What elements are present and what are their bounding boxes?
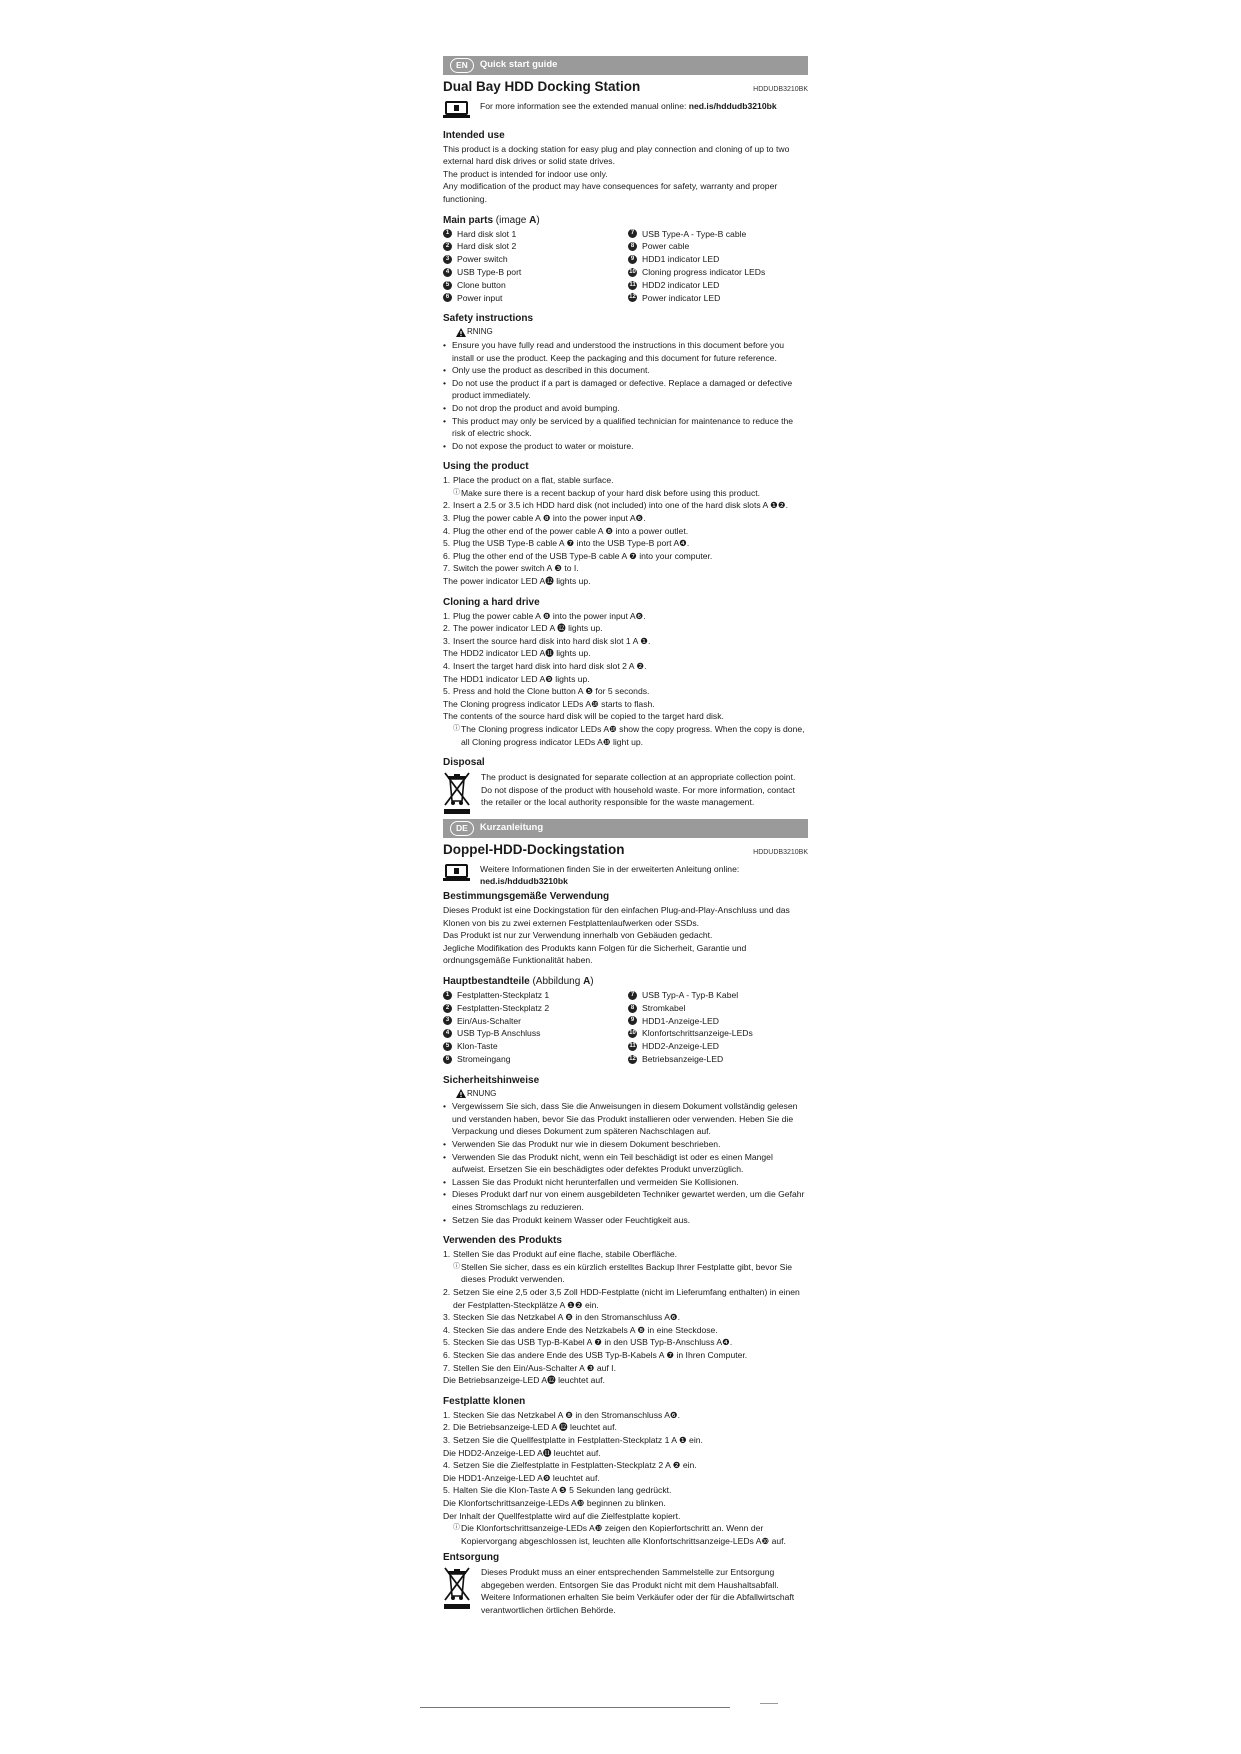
part-number-icon: 12 <box>629 1055 636 1062</box>
manual-info-text: Weitere Informationen finden Sie in der erweiterten Anleitung online: <box>480 863 740 874</box>
lang-title: Kurzanleitung <box>479 822 544 834</box>
lang-bar-en <box>443 56 808 75</box>
info-icon: ⓘ <box>453 1524 460 1532</box>
step-result: The HDD2 indicator LED A⓫ lights up. <box>443 648 591 659</box>
intended-use-text: Any modification of the product may have consequences for safety, warranty and proper functioning. <box>443 181 778 204</box>
part-number-icon: 1 <box>443 991 452 1000</box>
list-item: • Ensure you have fully read and understood the instructions in this document before you install or use the product. Keep the packaging and this document for future reference. <box>443 339 808 364</box>
list-item: • Only use the product as described in this document. <box>443 364 808 377</box>
part-item: 2 Festplatten-Steckplatz 2 <box>443 1002 628 1015</box>
disposal-heading: Entsorgung <box>443 1552 500 1564</box>
step-item: 1. Stecken Sie das Netzkabel A ❽ in den Stromanschluss A❻. <box>443 1409 681 1420</box>
manual-link[interactable]: ned.is/hddudb3210bk <box>688 100 777 111</box>
main-parts-list <box>443 228 808 305</box>
list-item: • Lassen Sie das Produkt nicht herunterfallen und vermeiden Sie Kollisionen. <box>443 1176 808 1189</box>
step-item: 3. Insert the source hard disk into hard disk slot 1 A ❶. <box>443 635 651 646</box>
weee-bin-icon <box>443 771 471 815</box>
main-parts-heading: Main parts <box>443 214 494 226</box>
part-item: 5 Klon-Taste <box>443 1040 628 1053</box>
note-item: ⓘ Die Klonfortschrittsanzeige-LEDs A❿ zeigen den Kopierfortschritt an. Wenn der Kopiervorgang abgeschlossen ist, leuchten alle Klonfortschrittsanzeige-LEDs A❿ auf. <box>453 1523 786 1546</box>
part-item: 12 Power indicator LED <box>629 292 721 303</box>
step-item: 2. The power indicator LED A ⓬ lights up. <box>443 623 603 634</box>
warning-label: RNING <box>443 326 808 339</box>
using-steps <box>443 474 808 587</box>
step-item: 4. Plug the other end of the power cable A ❽ into a power outlet. <box>443 525 689 536</box>
step-result: The Cloning progress indicator LEDs A❿ starts to flash. <box>443 698 655 709</box>
using-heading: Verwenden des Produkts <box>443 1235 562 1247</box>
part-number-icon: 2 <box>443 242 452 251</box>
intended-use-heading: Bestimmungsgemäße Verwendung <box>443 890 610 902</box>
part-item: 6 Power input <box>443 292 628 305</box>
part-item: 7 USB Typ-A - Typ-B Kabel <box>628 989 808 1002</box>
cloning-heading: Festplatte klonen <box>443 1395 526 1407</box>
part-item: 6 Stromeingang <box>443 1053 628 1066</box>
manual-info-text: For more information see the extended manual online: <box>480 100 689 111</box>
part-number-icon: 3 <box>443 255 452 264</box>
part-number-icon: 8 <box>628 1004 637 1013</box>
step-result: Die Klonfortschrittsanzeige-LEDs A❿ beginnen zu blinken. <box>443 1497 666 1508</box>
part-number-icon: 12 <box>629 294 636 301</box>
step-item: 2. Insert a 2.5 or 3.5 ich HDD hard disk (not included) into one of the hard disk slots A ❶❷. <box>443 500 788 511</box>
part-item: 4 USB Typ-B Anschluss <box>443 1027 628 1040</box>
intended-use-text: Dieses Produkt ist eine Dockingstation für den einfachen Plug-and-Play-Anschluss und das Klonen von bis zu zwei externen Festplattenlaufwerken oder SSDs. <box>443 904 790 928</box>
part-item: 11 HDD2 indicator LED <box>629 279 720 290</box>
part-item: 8 Power cable <box>628 240 808 253</box>
part-number-icon: 10 <box>629 268 636 275</box>
list-item: • Setzen Sie das Produkt keinem Wasser oder Feuchtigkeit aus. <box>443 1214 808 1227</box>
step-item: 4. Stecken Sie das andere Ende des Netzkabels A ❽ in eine Steckdose. <box>443 1324 718 1335</box>
part-number-icon: 4 <box>443 1029 452 1038</box>
main-parts-heading: Hauptbestandteile <box>443 975 530 987</box>
part-number-icon: 7 <box>628 991 637 1000</box>
part-number-icon: 11 <box>629 281 636 288</box>
part-number-icon: 6 <box>443 293 452 302</box>
warning-icon <box>456 328 466 337</box>
safety-heading: Safety instructions <box>443 313 534 325</box>
note-item: ⓘ The Cloning progress indicator LEDs A❿ show the copy progress. When the copy is done, all Cloning progress indicator LEDs A❿ light up. <box>453 723 805 747</box>
warning-label: RNUNG <box>443 1088 808 1101</box>
part-item: 1 Festplatten-Steckplatz 1 <box>443 989 628 1002</box>
step-result: Die Betriebsanzeige-LED A⓬ leuchtet auf. <box>443 1375 605 1386</box>
list-item: • Dieses Produkt darf nur von einem ausgebildeten Techniker gewartet werden, um die Gefahr eines Stromschlags zu reduzieren. <box>443 1188 808 1213</box>
intended-use-text: This product is a docking station for easy plug and play connection and cloning of up to two external hard disk drives or solid state drives. <box>443 143 790 167</box>
using-heading: Using the product <box>443 461 529 473</box>
list-item: • Verwenden Sie das Produkt nicht, wenn ein Teil beschädigt ist oder es einen Mangel aufweist. Ersetzen Sie ein beschädigtes oder defektes Produkt unverzüglich. <box>443 1151 808 1176</box>
list-item: • Do not drop the product and avoid bumping. <box>443 402 808 415</box>
step-result: Der Inhalt der Quellfestplatte wird auf die Zielfestplatte kopiert. <box>443 1510 681 1521</box>
cloning-steps <box>443 1409 808 1548</box>
cloning-steps <box>443 610 808 749</box>
lang-title: Quick start guide <box>479 59 558 71</box>
step-item: 5. Stecken Sie das USB Typ-B-Kabel A ❼ in den USB Typ-B-Anschluss A❹. <box>443 1337 733 1348</box>
quick-start-guide <box>443 56 808 1617</box>
section-en: EN Quick start guide Dual Bay HDD Docking Station HDDUDB3210BK For more information see the extended manual online: ned.is/hddudb3210bk Intended use This product is a docking station for easy plug and play connection and cloning of up to two external hard disk drives or solid state drives. The product is intended for indoor use only. Any modification of the product may have consequences for safety, warranty and proper functioning. Main parts (image A) 1 Hard disk slot 1 7 USB Type-A - Type-B cable 2 Hard disk slot 2 8 Power cable 3 Power switch 9 HDD1 indicator LED 4 USB Type-B port 10 Cloning progress indicator LEDs 5 Clone button 11 HDD2 indicator LED 6 Power input 12 Power indicator LED Safety instructions RNING • Ensure you have fully read and understood the instructions in this document before you install or use the product. Keep the packaging and this document for future reference. • Only use the product as described in this document. • Do not use the product if a part is damaged or defective. Replace a damaged or defective product immediately. • Do not drop the product and avoid bumping. • This product may only be serviced by a qualified technician for maintenance to reduce the risk of electric shock. • Do not expose the product to water or moisture. Using the product 1. Place the product on a flat, stable surface. ⓘ Make sure there is a recent backup of your hard disk before using this product. 2. Insert a 2.5 or 3.5 ich HDD hard disk (not included) into one of the hard disk slots A ❶❷. 3. Plug the power cable A ❽ into the power input A❻. 4. Plug the other end of the power cable A ❽ into a power outlet. 5. Plug the USB Type-B cable A ❼ into the USB Type-B port A❹. 6. Plug the other end of the USB Type-B cable A ❼ into your computer. 7. Switch the power switch A ❸ to I. The power indicator LED A⓬ lights up. Cloning a hard drive 1. Plug the power cable A ❽ into the power input A❻. 2. The power indicator LED A ⓬ lights up. 3. Insert the source hard disk into hard disk slot 1 A ❶. The HDD2 indicator LED A⓫ lights up. 4. Insert the target hard disk into hard disk slot 2 A ❷. The HDD1 indicator LED A❾ lights up. 5. Press and hold the Clone button A ❺ for 5 seconds. The Cloning progress indicator LEDs A❿ starts to flash. The contents of the source hard disk will be copied to the target hard disk. ⓘ The Cloning progress indicator LEDs A❿ show the copy progress. When the copy is done, all Cloning progress indicator LEDs A❿ light up. Disposal The product is designated for separate collection at an appropriate collection point. Do not dispose of the product with household waste. For more information, contact the retailer or the local authority responsible for the waste management. <box>443 56 808 815</box>
footer-divider <box>420 1707 730 1708</box>
part-number-icon: 4 <box>443 268 452 277</box>
step-item: 5. Press and hold the Clone button A ❺ for 5 seconds. <box>443 686 650 697</box>
step-item: 7. Stellen Sie den Ein/Aus-Schalter A ❸ auf I. <box>443 1362 616 1373</box>
step-result: The HDD1 indicator LED A❾ lights up. <box>443 673 590 684</box>
lang-bar-de <box>443 819 808 838</box>
part-number-icon: 8 <box>628 242 637 251</box>
part-item: 9 HDD1-Anzeige-LED <box>628 1015 808 1028</box>
disposal-text: The product is designated for separate collection at an appropriate collection point. Do not dispose of the product with household waste. For more information, contact the retailer or the local authority responsible for the waste management. <box>481 772 796 808</box>
part-item: 4 USB Type-B port <box>443 266 628 279</box>
part-item: 10 Cloning progress indicator LEDs <box>629 267 766 278</box>
part-number-icon: 7 <box>628 229 637 238</box>
intended-use-text: Jegliche Modifikation des Produkts kann Folgen für die Sicherheit, Garantie und ordnungsgemäße Funktionalität haben. <box>443 942 747 966</box>
step-item: 4. Setzen Sie die Zielfestplatte in Festplatten-Steckplatz 2 A ❷ ein. <box>443 1460 697 1471</box>
part-item: 12 Betriebsanzeige-LED <box>629 1053 724 1064</box>
cloning-heading: Cloning a hard drive <box>443 596 540 608</box>
disposal-text: Dieses Produkt muss an einer entsprechenden Sammelstelle zur Entsorgung abgegeben werden. Entsorgen Sie das Produkt nicht mit dem Haushaltsabfall. Weitere Informationen erhalten Sie beim Verkäufer oder der für die Abfallwirtschaft verantwortlichen örtlichen Behörde. <box>481 1567 795 1616</box>
part-item: 10 Klonfortschrittsanzeige-LEDs <box>629 1028 753 1039</box>
lang-code-badge: EN <box>450 58 474 73</box>
warning-icon <box>456 1089 466 1098</box>
step-item: 5. Halten Sie die Klon-Taste A ❺ 5 Sekunden lang gedrückt. <box>443 1485 672 1496</box>
lang-code-badge: DE <box>450 821 474 836</box>
part-item: 11 HDD2-Anzeige-LED <box>629 1041 719 1052</box>
part-number-icon: 6 <box>443 1055 452 1064</box>
section-de: DE Kurzanleitung Doppel-HDD-Dockingstation HDDUDB3210BK Weitere Informationen finden Sie in der erweiterten Anleitung online: ned.is/hddudb3210bk Bestimmungsgemäße Verwendung Dieses Produkt ist eine Dockingstation für den einfachen Plug-and-Play-Anschluss und das Klonen von bis zu zwei externen Festplattenlaufwerken oder SSDs. Das Produkt ist nur zur Verwendung innerhalb von Gebäuden gedacht. Jegliche Modifikation des Produkts kann Folgen für die Sicherheit, Garantie und ordnungsgemäße Funktionalität haben. Hauptbestandteile (Abbildung A) 1 Festplatten-Steckplatz 1 7 USB Typ-A - Typ-B Kabel 2 Festplatten-Steckplatz 2 8 Stromkabel 3 Ein/Aus-Schalter 9 HDD1-Anzeige-LED 4 USB Typ-B Anschluss 10 Klonfortschrittsanzeige-LEDs 5 Klon-Taste 11 HDD2-Anzeige-LED 6 Stromeingang 12 Betriebsanzeige-LED Sicherheitshinweise RNUNG • Vergewissern Sie sich, dass Sie die Anweisungen in diesem Dokument vollständig gelesen und verstanden haben, bevor Sie das Produkt installieren oder verwenden. Heben Sie die Verpackung und dieses Dokument zum späteren Nachschlagen auf. • Verwenden Sie das Produkt nur wie in diesem Dokument beschrieben. • Verwenden Sie das Produkt nicht, wenn ein Teil beschädigt ist oder es einen Mangel aufweist. Ersetzen Sie ein beschädigtes oder defektes Produkt unverzüglich. • Lassen Sie das Produkt nicht herunterfallen und vermeiden Sie Kollisionen. • Dieses Produkt darf nur von einem ausgebildeten Techniker gewartet werden, um die Gefahr eines Stromschlags zu reduzieren. • Setzen Sie das Produkt keinem Wasser oder Feuchtigkeit aus. Verwenden des Produkts 1. Stellen Sie das Produkt auf eine flache, stabile Oberfläche. ⓘ Stellen Sie sicher, dass es ein kürzlich erstelltes Backup Ihrer Festplatte gibt, bevor Sie dieses Produkt verwenden. 2. Setzen Sie eine 2,5 oder 3,5 Zoll HDD-Festplatte (nicht im Lieferumfang enthalten) in einen der Festplatten-Steckplätze A ❶❷ ein. 3. Stecken Sie das Netzkabel A ❽ in den Stromanschluss A❻. 4. Stecken Sie das andere Ende des Netzkabels A ❽ in eine Steckdose. 5. Stecken Sie das USB Typ-B-Kabel A ❼ in den USB Typ-B-Anschluss A❹. 6. Stecken Sie das andere Ende des USB Typ-B-Kabels A ❼ in Ihren Computer. 7. Stellen Sie den Ein/Aus-Schalter A ❸ auf I. Die Betriebsanzeige-LED A⓬ leuchtet auf. Festplatte klonen 1. Stecken Sie das Netzkabel A ❽ in den Stromanschluss A❻. 2. Die Betriebsanzeige-LED A ⓬ leuchtet auf. 3. Setzen Sie die Quellfestplatte in Festplatten-Steckplatz 1 A ❶ ein. Die HDD2-Anzeige-LED A⓫ leuchtet auf. 4. Setzen Sie die Zielfestplatte in Festplatten-Steckplatz 2 A ❷ ein. Die HDD1-Anzeige-LED A❾ leuchtet auf. 5. Halten Sie die Klon-Taste A ❺ 5 Sekunden lang gedrückt. Die Klonfortschrittsanzeige-LEDs A❿ beginnen zu blinken. Der Inhalt der Quellfestplatte wird auf die Zielfestplatte kopiert. ⓘ Die Klonfortschrittsanzeige-LEDs A❿ zeigen den Kopierfortschritt an. Wenn der Kopiervorgang abgeschlossen ist, leuchten alle Klonfortschrittsanzeige-LEDs A❿ auf. Entsorgung Dieses Produkt muss an einer entsprechenden Sammelstelle zur Entsorgung abgegeben werden. Entsorgen Sie das Produkt nicht mit dem Haushaltsabfall. Weitere Informationen erhalten Sie beim Verkäufer oder der für die Abfallwirtschaft verantwortlichen örtlichen Behörde. <box>443 819 808 1617</box>
step-result: Die HDD2-Anzeige-LED A⓫ leuchtet auf. <box>443 1447 601 1458</box>
info-icon: ⓘ <box>453 1262 460 1270</box>
note-item: ⓘ Make sure there is a recent backup of your hard disk before using this product. <box>453 487 761 498</box>
step-item: 2. Setzen Sie eine 2,5 oder 3,5 Zoll HDD-Festplatte (nicht im Lieferumfang enthalten) in einen der Festplatten-Steckplätze A ❶❷ ein. <box>443 1287 800 1310</box>
part-number-icon: 9 <box>628 1016 637 1025</box>
step-result: The contents of the source hard disk will be copied to the target hard disk. <box>443 711 724 722</box>
step-item: 3. Stecken Sie das Netzkabel A ❽ in den Stromanschluss A❻. <box>443 1312 681 1323</box>
part-item: 2 Hard disk slot 2 <box>443 240 628 253</box>
part-item: 7 USB Type-A - Type-B cable <box>628 228 808 241</box>
list-item: • Verwenden Sie das Produkt nur wie in diesem Dokument beschrieben. <box>443 1138 808 1151</box>
step-result: Die HDD1-Anzeige-LED A❾ leuchtet auf. <box>443 1472 600 1483</box>
list-item: • Vergewissern Sie sich, dass Sie die Anweisungen in diesem Dokument vollständig gelesen und verstanden haben, bevor Sie das Produkt installieren oder verwenden. Heben Sie die Verpackung und dieses Dokument zum späteren Nachschlagen auf. <box>443 1100 808 1138</box>
step-item: 3. Plug the power cable A ❽ into the power input A❻. <box>443 513 646 524</box>
info-icon: ⓘ <box>453 488 460 496</box>
part-number-icon: 9 <box>628 255 637 264</box>
laptop-icon <box>443 864 470 882</box>
part-item: 8 Stromkabel <box>628 1002 808 1015</box>
part-number-icon: 10 <box>629 1030 636 1037</box>
step-item: 6. Plug the other end of the USB Type-B cable A ❼ into your computer. <box>443 550 713 561</box>
safety-heading: Sicherheitshinweise <box>443 1074 540 1086</box>
step-item: 7. Switch the power switch A ❸ to I. <box>443 563 579 574</box>
step-item: 1. Place the product on a flat, stable surface. <box>443 475 614 486</box>
part-item: 3 Ein/Aus-Schalter <box>443 1015 628 1028</box>
step-item: 3. Setzen Sie die Quellfestplatte in Festplatten-Steckplatz 1 A ❶ ein. <box>443 1434 703 1445</box>
model-number: HDDUDB3210BK <box>753 849 808 857</box>
main-parts-list <box>443 989 808 1066</box>
product-title: Doppel-HDD-Dockingstation <box>443 842 625 858</box>
part-number-icon: 2 <box>443 1004 452 1013</box>
using-steps <box>443 1248 808 1387</box>
part-number-icon: 5 <box>443 281 452 290</box>
note-item: ⓘ Stellen Sie sicher, dass es ein kürzlich erstelltes Backup Ihrer Festplatte gibt, bevor Sie dieses Produkt verwenden. <box>453 1261 793 1285</box>
step-result: The power indicator LED A⓬ lights up. <box>443 576 591 587</box>
step-item: 5. Plug the USB Type-B cable A ❼ into the USB Type-B port A❹. <box>443 538 690 549</box>
laptop-icon <box>443 101 470 119</box>
part-number-icon: 3 <box>443 1016 452 1025</box>
part-item: 1 Hard disk slot 1 <box>443 228 628 241</box>
manual-link[interactable]: ned.is/hddudb3210bk <box>480 876 568 887</box>
list-item: • This product may only be serviced by a qualified technician for maintenance to reduce the risk of electric shock. <box>443 415 808 440</box>
safety-list <box>443 1100 808 1226</box>
part-number-icon: 11 <box>629 1042 636 1049</box>
safety-list <box>443 339 808 452</box>
intended-use-text: The product is intended for indoor use only. <box>443 168 608 179</box>
step-item: 1. Plug the power cable A ❽ into the power input A❻. <box>443 610 646 621</box>
weee-bin-icon <box>443 1566 471 1610</box>
product-title: Dual Bay HDD Docking Station <box>443 79 641 94</box>
step-item: 6. Stecken Sie das andere Ende des USB Typ-B-Kabels A ❼ in Ihren Computer. <box>443 1349 748 1360</box>
list-item: • Do not use the product if a part is damaged or defective. Replace a damaged or defective product immediately. <box>443 377 808 402</box>
footer-mark <box>760 1703 778 1704</box>
model-number: HDDUDB3210BK <box>753 86 808 93</box>
intended-use-text: Das Produkt ist nur zur Verwendung innerhalb von Gebäuden gedacht. <box>443 930 713 941</box>
part-item: 5 Clone button <box>443 279 628 292</box>
disposal-heading: Disposal <box>443 757 485 769</box>
part-item: 3 Power switch <box>443 253 628 266</box>
info-icon: ⓘ <box>453 724 460 732</box>
intended-use-heading: Intended use <box>443 129 505 141</box>
step-item: 2. Die Betriebsanzeige-LED A ⓬ leuchtet auf. <box>443 1422 617 1433</box>
list-item: • Do not expose the product to water or moisture. <box>443 440 808 453</box>
step-item: 4. Insert the target hard disk into hard disk slot 2 A ❷. <box>443 661 647 671</box>
part-number-icon: 1 <box>443 229 452 238</box>
part-item: 9 HDD1 indicator LED <box>628 253 808 266</box>
part-number-icon: 5 <box>443 1042 452 1051</box>
step-item: 1. Stellen Sie das Produkt auf eine flache, stabile Oberfläche. <box>443 1249 678 1260</box>
